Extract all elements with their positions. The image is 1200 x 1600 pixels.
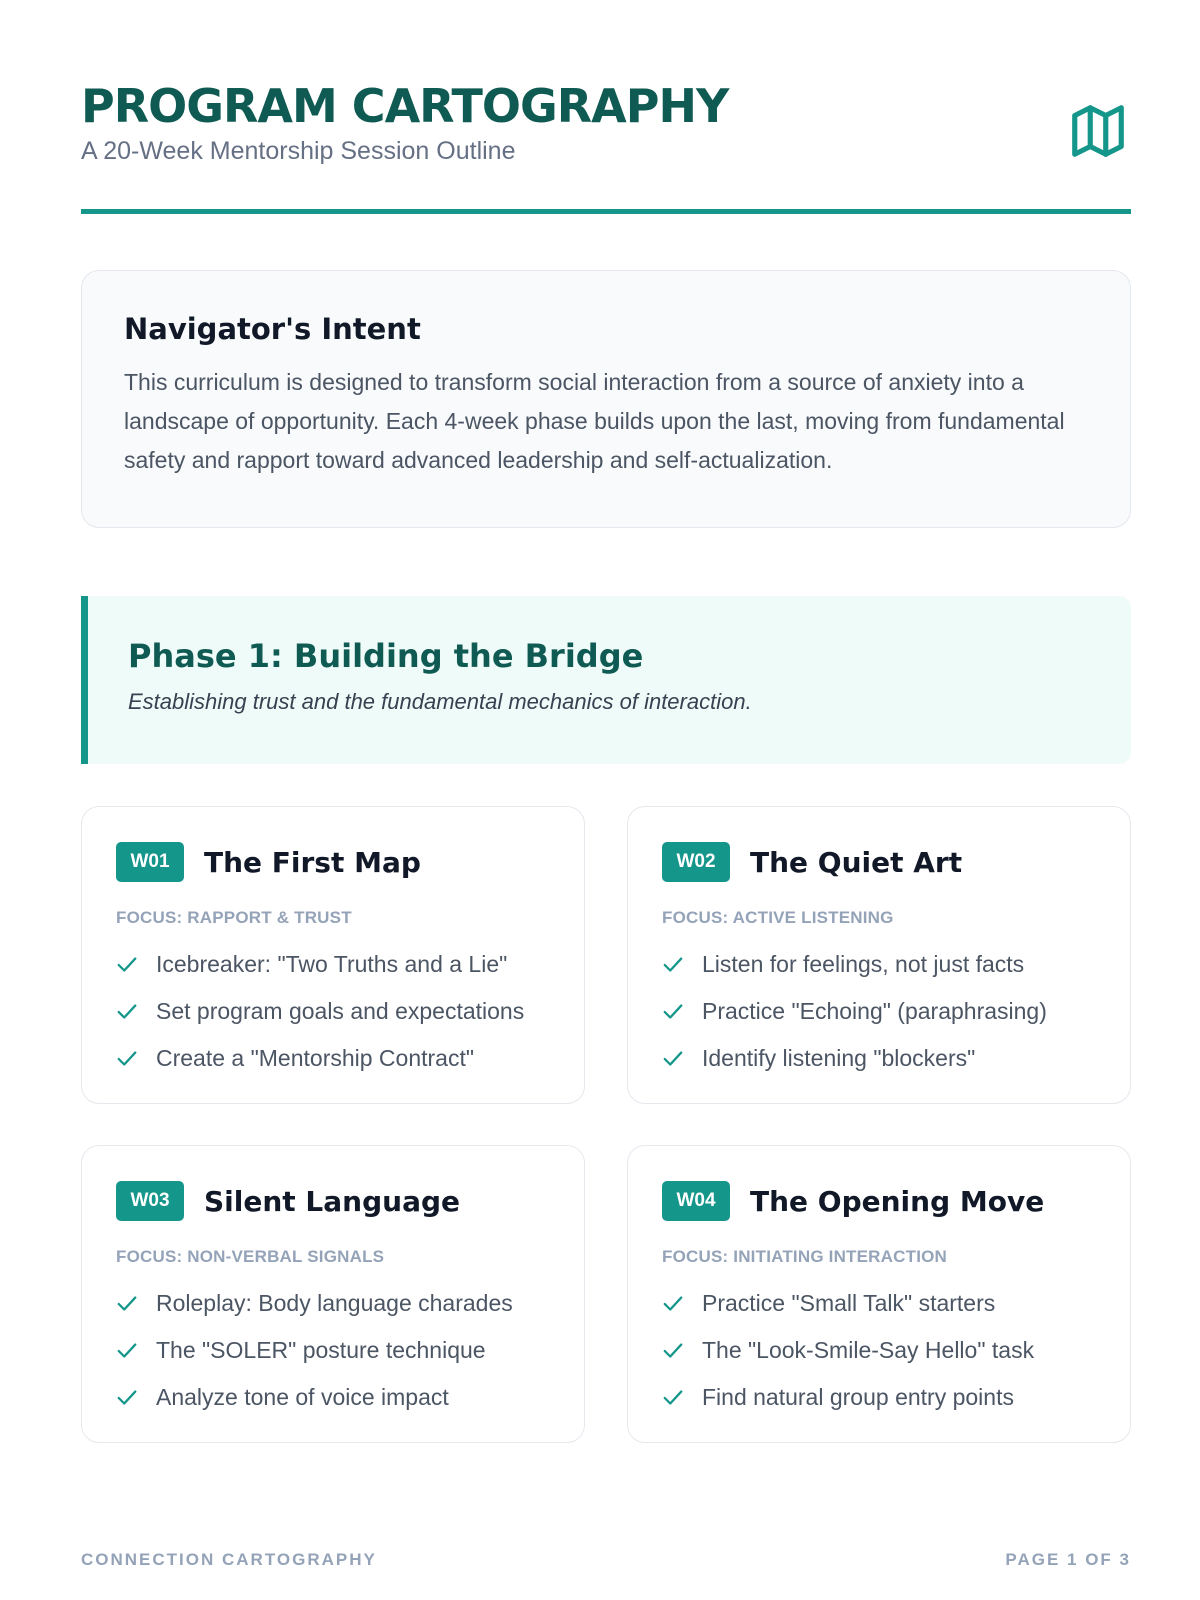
list-item bbox=[662, 1327, 1096, 1374]
list-item bbox=[116, 988, 550, 1035]
item-text: Find natural group entry points bbox=[702, 1384, 1014, 1410]
item-text: Practice "Echoing" (paraphrasing) bbox=[702, 998, 1047, 1024]
card-header bbox=[116, 841, 550, 883]
week-badge: W03 bbox=[116, 1181, 184, 1221]
card-focus: FOCUS: RAPPORT & TRUST bbox=[116, 908, 352, 927]
week-badge: W04 bbox=[662, 1181, 730, 1221]
check-icon bbox=[116, 1340, 138, 1362]
list-item bbox=[116, 1327, 550, 1374]
check-icon bbox=[662, 954, 684, 976]
item-text: The "Look-Smile-Say Hello" task bbox=[702, 1337, 1035, 1363]
intent-body: This curriculum is designed to transform social interaction from a source of anxiety into a landscape of opportunity. Each 4-week phase builds upon the last, moving from fundamental safety and rapport toward advanced leadership and self-actualization. bbox=[124, 369, 1065, 473]
item-text: The "SOLER" posture technique bbox=[156, 1337, 486, 1363]
card-header bbox=[116, 1180, 550, 1222]
week-badge: W01 bbox=[116, 842, 184, 882]
page-title: PROGRAM CARTOGRAPHY bbox=[81, 79, 729, 133]
list-item bbox=[116, 941, 550, 988]
item-text: Set program goals and expectations bbox=[156, 998, 525, 1024]
card-title: Silent Language bbox=[204, 1184, 460, 1218]
phase-title: Phase 1: Building the Bridge bbox=[128, 637, 644, 675]
list-item bbox=[116, 1374, 550, 1421]
document-page bbox=[81, 0, 1131, 1600]
map-icon bbox=[1067, 100, 1129, 162]
item-text: Identify listening "blockers" bbox=[702, 1045, 976, 1071]
item-text: Analyze tone of voice impact bbox=[156, 1384, 449, 1410]
card-header bbox=[662, 1180, 1096, 1222]
check-icon bbox=[116, 954, 138, 976]
card-items bbox=[116, 1280, 550, 1421]
card-items bbox=[662, 941, 1096, 1082]
item-text: Create a "Mentorship Contract" bbox=[156, 1045, 475, 1071]
footer-brand: CONNECTION CARTOGRAPHY bbox=[81, 1550, 377, 1569]
phase-banner bbox=[81, 596, 1131, 764]
card-title: The Quiet Art bbox=[750, 845, 963, 879]
week-card-w03 bbox=[81, 1145, 585, 1443]
card-title: The First Map bbox=[204, 845, 421, 879]
check-icon bbox=[116, 1048, 138, 1070]
card-header bbox=[662, 841, 1096, 883]
check-icon bbox=[116, 1293, 138, 1315]
list-item bbox=[662, 1280, 1096, 1327]
list-item bbox=[116, 1035, 550, 1082]
card-focus: FOCUS: NON-VERBAL SIGNALS bbox=[116, 1247, 385, 1266]
item-text: Roleplay: Body language charades bbox=[156, 1290, 513, 1316]
list-item bbox=[662, 1374, 1096, 1421]
card-focus: FOCUS: INITIATING INTERACTION bbox=[662, 1247, 948, 1266]
week-badge: W02 bbox=[662, 842, 730, 882]
list-item bbox=[662, 988, 1096, 1035]
week-card-w01 bbox=[81, 806, 585, 1104]
list-item bbox=[116, 1280, 550, 1327]
phase-subtitle: Establishing trust and the fundamental mechanics of interaction. bbox=[128, 689, 752, 714]
item-text: Icebreaker: "Two Truths and a Lie" bbox=[156, 951, 508, 977]
check-icon bbox=[116, 1387, 138, 1409]
check-icon bbox=[662, 1387, 684, 1409]
page-header bbox=[81, 78, 1131, 214]
list-item bbox=[662, 941, 1096, 988]
check-icon bbox=[662, 1048, 684, 1070]
page-subtitle: A 20-Week Mentorship Session Outline bbox=[81, 137, 516, 165]
check-icon bbox=[662, 1293, 684, 1315]
week-card-w04 bbox=[627, 1145, 1131, 1443]
week-card-w02 bbox=[627, 806, 1131, 1104]
check-icon bbox=[662, 1001, 684, 1023]
list-item bbox=[662, 1035, 1096, 1082]
card-title: The Opening Move bbox=[750, 1184, 1045, 1218]
item-text: Listen for feelings, not just facts bbox=[702, 951, 1025, 977]
card-focus: FOCUS: ACTIVE LISTENING bbox=[662, 908, 894, 927]
check-icon bbox=[116, 1001, 138, 1023]
page-number: PAGE 1 OF 3 bbox=[1005, 1550, 1131, 1569]
card-items bbox=[662, 1280, 1096, 1421]
item-text: Practice "Small Talk" starters bbox=[702, 1290, 996, 1316]
card-items bbox=[116, 941, 550, 1082]
check-icon bbox=[662, 1340, 684, 1362]
intent-title: Navigator's Intent bbox=[124, 312, 421, 346]
intent-box bbox=[81, 270, 1131, 528]
